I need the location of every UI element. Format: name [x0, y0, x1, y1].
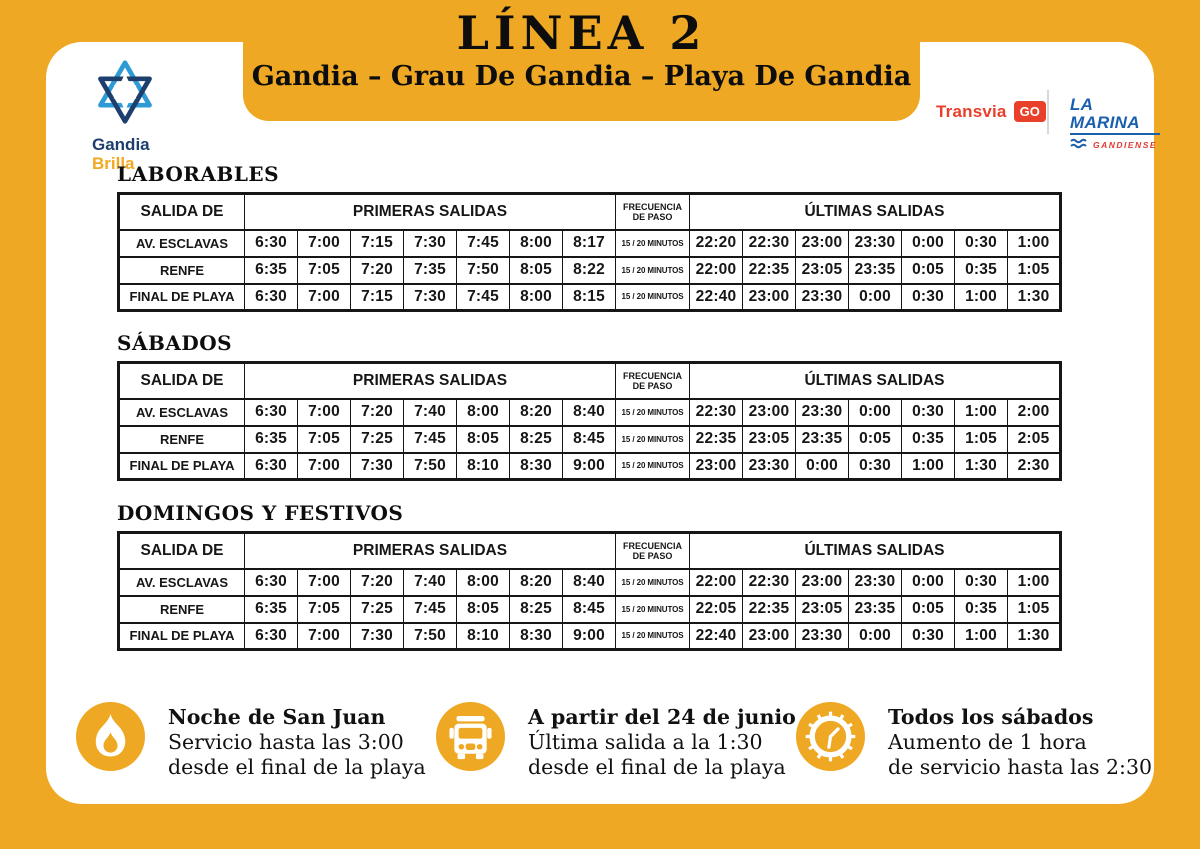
table-title-domingos: DOMINGOS Y FESTIVOS	[117, 501, 404, 525]
table-row: FINAL DE PLAYA 6:30 7:00 7:30 7:50 8:10 8:30 9:00 15 / 20 MINUTOS 23:00 23:30 0:00 0:30 1:00 1:30 2:30	[119, 453, 1061, 480]
station-label: FINAL DE PLAYA	[119, 453, 245, 480]
col-header-frecuencia: FRECUENCIA DE PASO	[616, 194, 690, 230]
table-title-laborables: LABORABLES	[117, 162, 280, 186]
station-label: AV. ESCLAVAS	[119, 399, 245, 426]
table-row: RENFE 6:35 7:05 7:25 7:45 8:05 8:25 8:45 15 / 20 MINUTOS 22:35 23:05 23:35 0:05 0:35 1:05 2:05	[119, 426, 1061, 453]
note-line: desde el final de la playa	[168, 755, 426, 779]
table-row: FINAL DE PLAYA 6:30 7:00 7:15 7:30 7:45 8:00 8:15 15 / 20 MINUTOS 22:40 23:00 23:30 0:00 0:30 1:00 1:30	[119, 284, 1061, 311]
table-row: AV. ESCLAVAS 6:30 7:00 7:20 7:40 8:00 8:20 8:40 15 / 20 MINUTOS 22:00 22:30 23:00 23:30 0:00 0:30 1:00	[119, 569, 1061, 596]
station-label: AV. ESCLAVAS	[119, 569, 245, 596]
col-header-primeras-salidas: PRIMERAS SALIDAS	[245, 533, 616, 569]
transvia-go-badge: GO	[1014, 101, 1046, 122]
transvia-logo-text: Transvia	[936, 101, 1007, 121]
station-label: RENFE	[119, 426, 245, 453]
clock-icon	[796, 702, 865, 771]
col-header-ultimas-salidas: ÚLTIMAS SALIDAS	[690, 194, 1061, 230]
col-header-salida-de: SALIDA DE	[119, 194, 245, 230]
fire-icon	[76, 702, 145, 771]
note-line: desde el final de la playa	[528, 755, 786, 779]
gandia-star-icon	[92, 113, 158, 130]
frequency-cell: 15 / 20 MINUTOS	[616, 596, 690, 623]
station-label: AV. ESCLAVAS	[119, 230, 245, 257]
header-row	[119, 363, 1061, 399]
page-title: LÍNEA 2	[456, 6, 707, 60]
header-row	[119, 533, 1061, 569]
logo-divider	[1047, 90, 1049, 134]
col-header-primeras-salidas: PRIMERAS SALIDAS	[245, 363, 616, 399]
table-row: FINAL DE PLAYA 6:30 7:00 7:30 7:50 8:10 8:30 9:00 15 / 20 MINUTOS 22:40 23:00 23:30 0:00 0:30 1:00 1:30	[119, 623, 1061, 650]
waves-icon	[1070, 136, 1090, 154]
note-line: Aumento de 1 hora	[888, 730, 1087, 754]
table-row: AV. ESCLAVAS 6:30 7:00 7:20 7:40 8:00 8:20 8:40 15 / 20 MINUTOS 22:30 23:00 23:30 0:00 0:30 1:00 2:00	[119, 399, 1061, 426]
gandia-brilla-logo	[92, 58, 202, 173]
la-marina-logo-text: LA MARINA	[1070, 96, 1160, 135]
note-title: A partir del 24 de junio	[528, 705, 796, 729]
col-header-primeras-salidas: PRIMERAS SALIDAS	[245, 194, 616, 230]
frequency-cell: 15 / 20 MINUTOS	[616, 623, 690, 650]
note-san-juan	[76, 702, 426, 780]
note-title: Noche de San Juan	[168, 705, 386, 729]
frequency-cell: 15 / 20 MINUTOS	[616, 284, 690, 311]
table-row: AV. ESCLAVAS 6:30 7:00 7:15 7:30 7:45 8:00 8:17 15 / 20 MINUTOS 22:20 22:30 23:00 23:30 0:00 0:30 1:00	[119, 230, 1061, 257]
transvia-logo	[936, 101, 1046, 122]
station-label: FINAL DE PLAYA	[119, 623, 245, 650]
frequency-cell: 15 / 20 MINUTOS	[616, 257, 690, 284]
gandia-logo-name: Gandia	[92, 135, 150, 154]
timetable-domingos	[117, 531, 1062, 651]
la-marina-logo-subtext: GANDIENSE	[1093, 140, 1158, 150]
gandia-logo-tagline: Brilla	[92, 154, 135, 173]
col-header-salida-de: SALIDA DE	[119, 533, 245, 569]
table-row: RENFE 6:35 7:05 7:25 7:45 8:05 8:25 8:45 15 / 20 MINUTOS 22:05 22:35 23:05 23:35 0:05 0:35 1:05	[119, 596, 1061, 623]
note-title: Todos los sábados	[888, 705, 1094, 729]
route-subtitle: Gandia – Grau De Gandia – Playa De Gandia	[251, 61, 912, 92]
note-line: de servicio hasta las 2:30	[888, 755, 1153, 779]
frequency-cell: 15 / 20 MINUTOS	[616, 569, 690, 596]
frequency-cell: 15 / 20 MINUTOS	[616, 399, 690, 426]
station-label: RENFE	[119, 257, 245, 284]
col-header-ultimas-salidas: ÚLTIMAS SALIDAS	[690, 533, 1061, 569]
col-header-frecuencia: FRECUENCIA DE PASO	[616, 363, 690, 399]
col-header-frecuencia: FRECUENCIA DE PASO	[616, 533, 690, 569]
timetable-laborables	[117, 192, 1062, 312]
note-sabados	[796, 702, 1152, 780]
bus-icon	[436, 702, 505, 771]
note-line: Servicio hasta las 3:00	[168, 730, 404, 754]
station-label: RENFE	[119, 596, 245, 623]
table-title-sabados: SÁBADOS	[117, 331, 233, 355]
la-marina-logo	[1070, 96, 1160, 154]
station-label: FINAL DE PLAYA	[119, 284, 245, 311]
col-header-ultimas-salidas: ÚLTIMAS SALIDAS	[690, 363, 1061, 399]
note-line: Última salida a la 1:30	[528, 730, 763, 754]
timetable-sabados	[117, 361, 1062, 481]
frequency-cell: 15 / 20 MINUTOS	[616, 426, 690, 453]
frequency-cell: 15 / 20 MINUTOS	[616, 230, 690, 257]
header-row	[119, 194, 1061, 230]
note-24-junio	[436, 702, 796, 780]
table-row: RENFE 6:35 7:05 7:20 7:35 7:50 8:05 8:22 15 / 20 MINUTOS 22:00 22:35 23:05 23:35 0:05 0:35 1:05	[119, 257, 1061, 284]
frequency-cell: 15 / 20 MINUTOS	[616, 453, 690, 480]
header-banner	[243, 0, 920, 121]
col-header-salida-de: SALIDA DE	[119, 363, 245, 399]
